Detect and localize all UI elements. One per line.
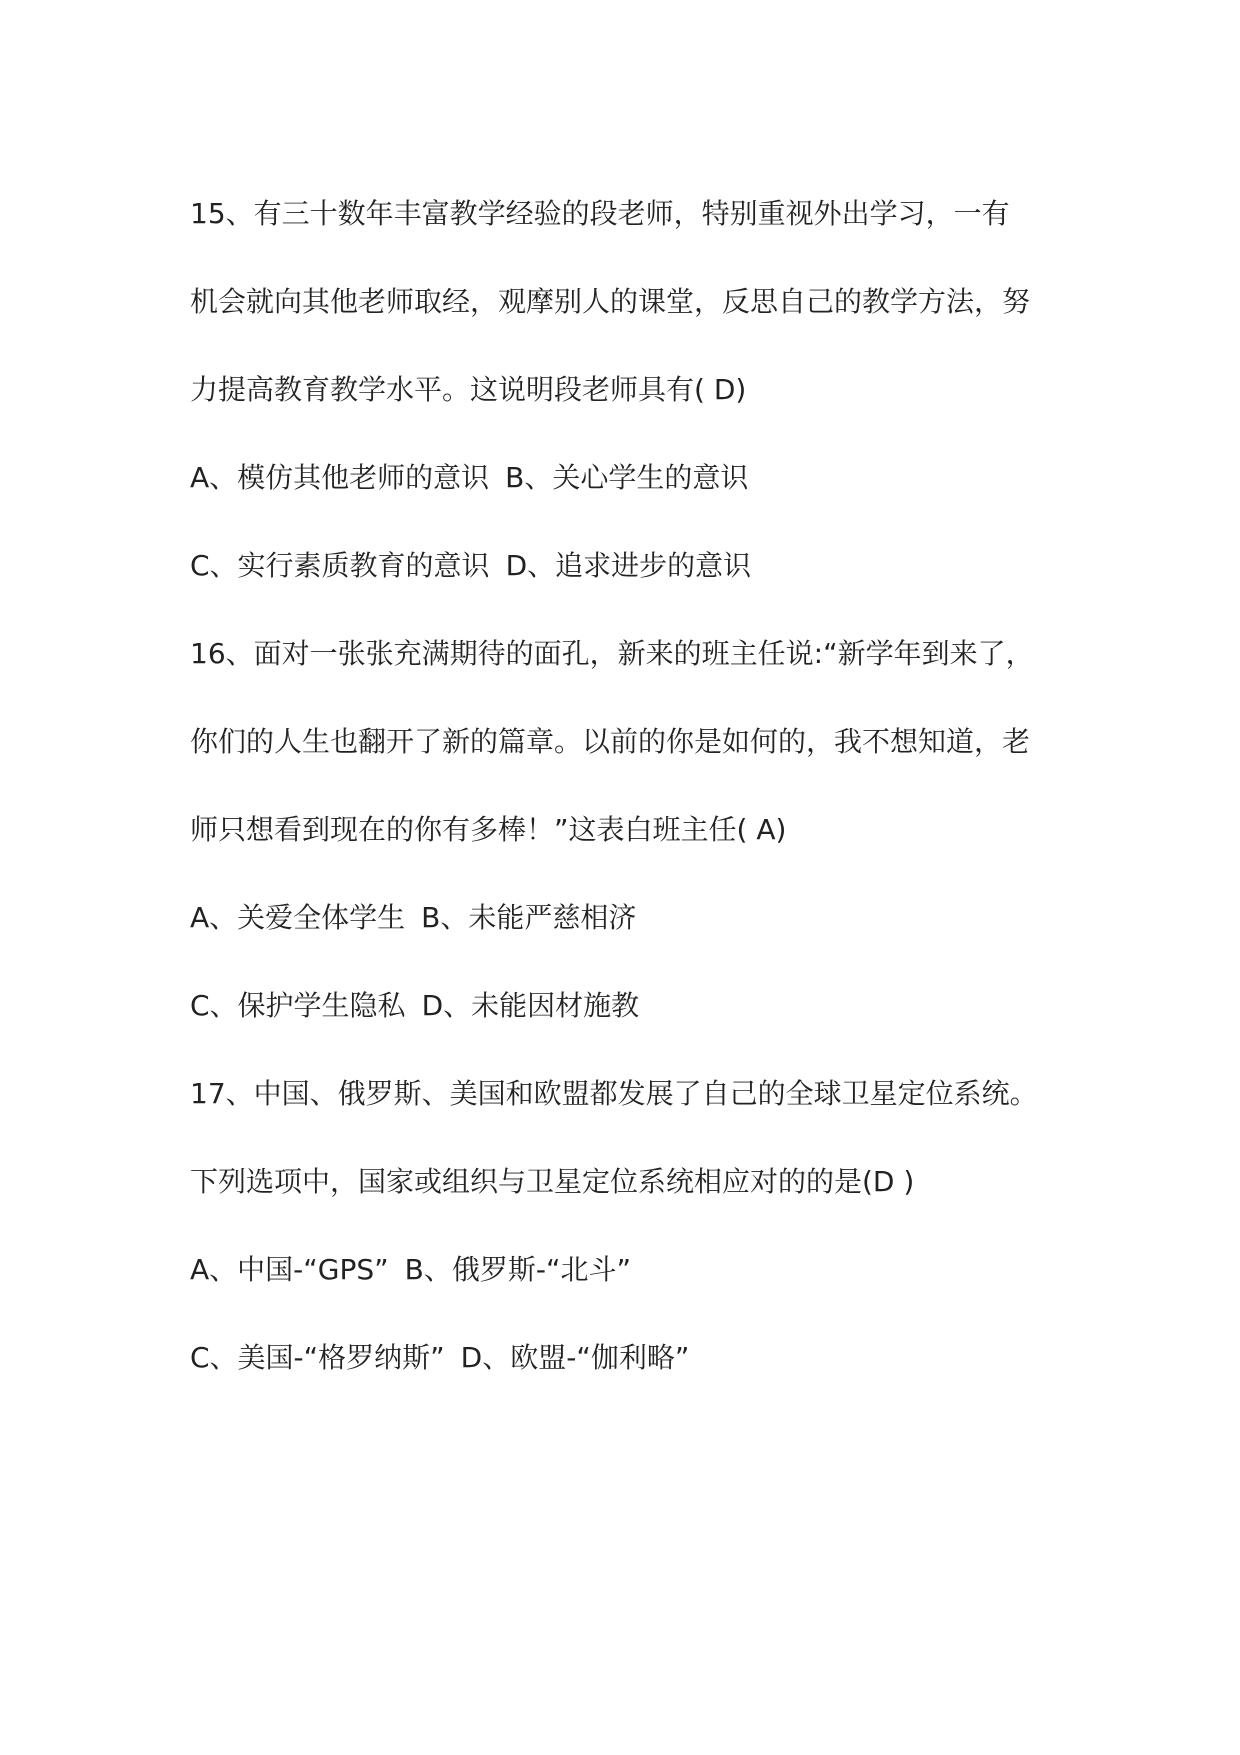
- question-17-option-b: B、俄罗斯-“北斗”: [404, 1253, 631, 1286]
- question-17-line-1: 17、中国、俄罗斯、美国和欧盟都发展了自己的全球卫星定位系统。: [190, 1077, 1038, 1110]
- question-15-options-ab: [190, 434, 1090, 522]
- question-17-options-cd: [190, 1314, 1090, 1402]
- question-17-option-a: A、中国-“GPS”: [190, 1253, 389, 1286]
- question-17-line-2: 下列选项中，国家或组织与卫星定位系统相应对的的是(D ): [190, 1165, 915, 1198]
- question-17-options-ab: [190, 1226, 1090, 1314]
- question-15-option-d: D、追求进步的意识: [505, 549, 752, 582]
- question-15-line-3: 力提高教育教学水平。这说明段老师具有( D): [190, 373, 747, 406]
- question-16-line-1: 16、面对一张张充满期待的面孔，新来的班主任说:“新学年到来了，: [190, 637, 1034, 670]
- question-16-option-a: A、关爱全体学生: [190, 901, 406, 934]
- question-16-options-cd: [190, 962, 1090, 1050]
- question-16-option-d: D、未能因材施教: [421, 989, 640, 1022]
- question-16-options-ab: [190, 874, 1090, 962]
- question-16-line-2: 你们的人生也翻开了新的篇章。以前的你是如何的，我不想知道，老: [190, 725, 1031, 758]
- question-15-options-cd: [190, 522, 1090, 610]
- question-15-option-a: A、模仿其他老师的意识: [190, 461, 490, 494]
- question-15-line-1: 15、有三十数年丰富教学经验的段老师，特别重视外出学习，一有: [190, 197, 1010, 230]
- question-15-line-2: 机会就向其他老师取经，观摩别人的课堂，反思自己的教学方法，努: [190, 285, 1031, 318]
- question-16-option-c: C、保护学生隐私: [190, 989, 406, 1022]
- question-15-option-b: B、关心学生的意识: [505, 461, 749, 494]
- question-17-option-d: D、欧盟-“伽利略”: [460, 1341, 690, 1374]
- question-17-option-c: C、美国-“格罗纳斯”: [190, 1341, 445, 1374]
- question-16-option-b: B、未能严慈相济: [421, 901, 637, 934]
- question-16-line-3: 师只想看到现在的你有多棒！”这表白班主任( A): [190, 813, 787, 846]
- document-body: [190, 170, 1090, 1402]
- question-15-option-c: C、实行素质教育的意识: [190, 549, 490, 582]
